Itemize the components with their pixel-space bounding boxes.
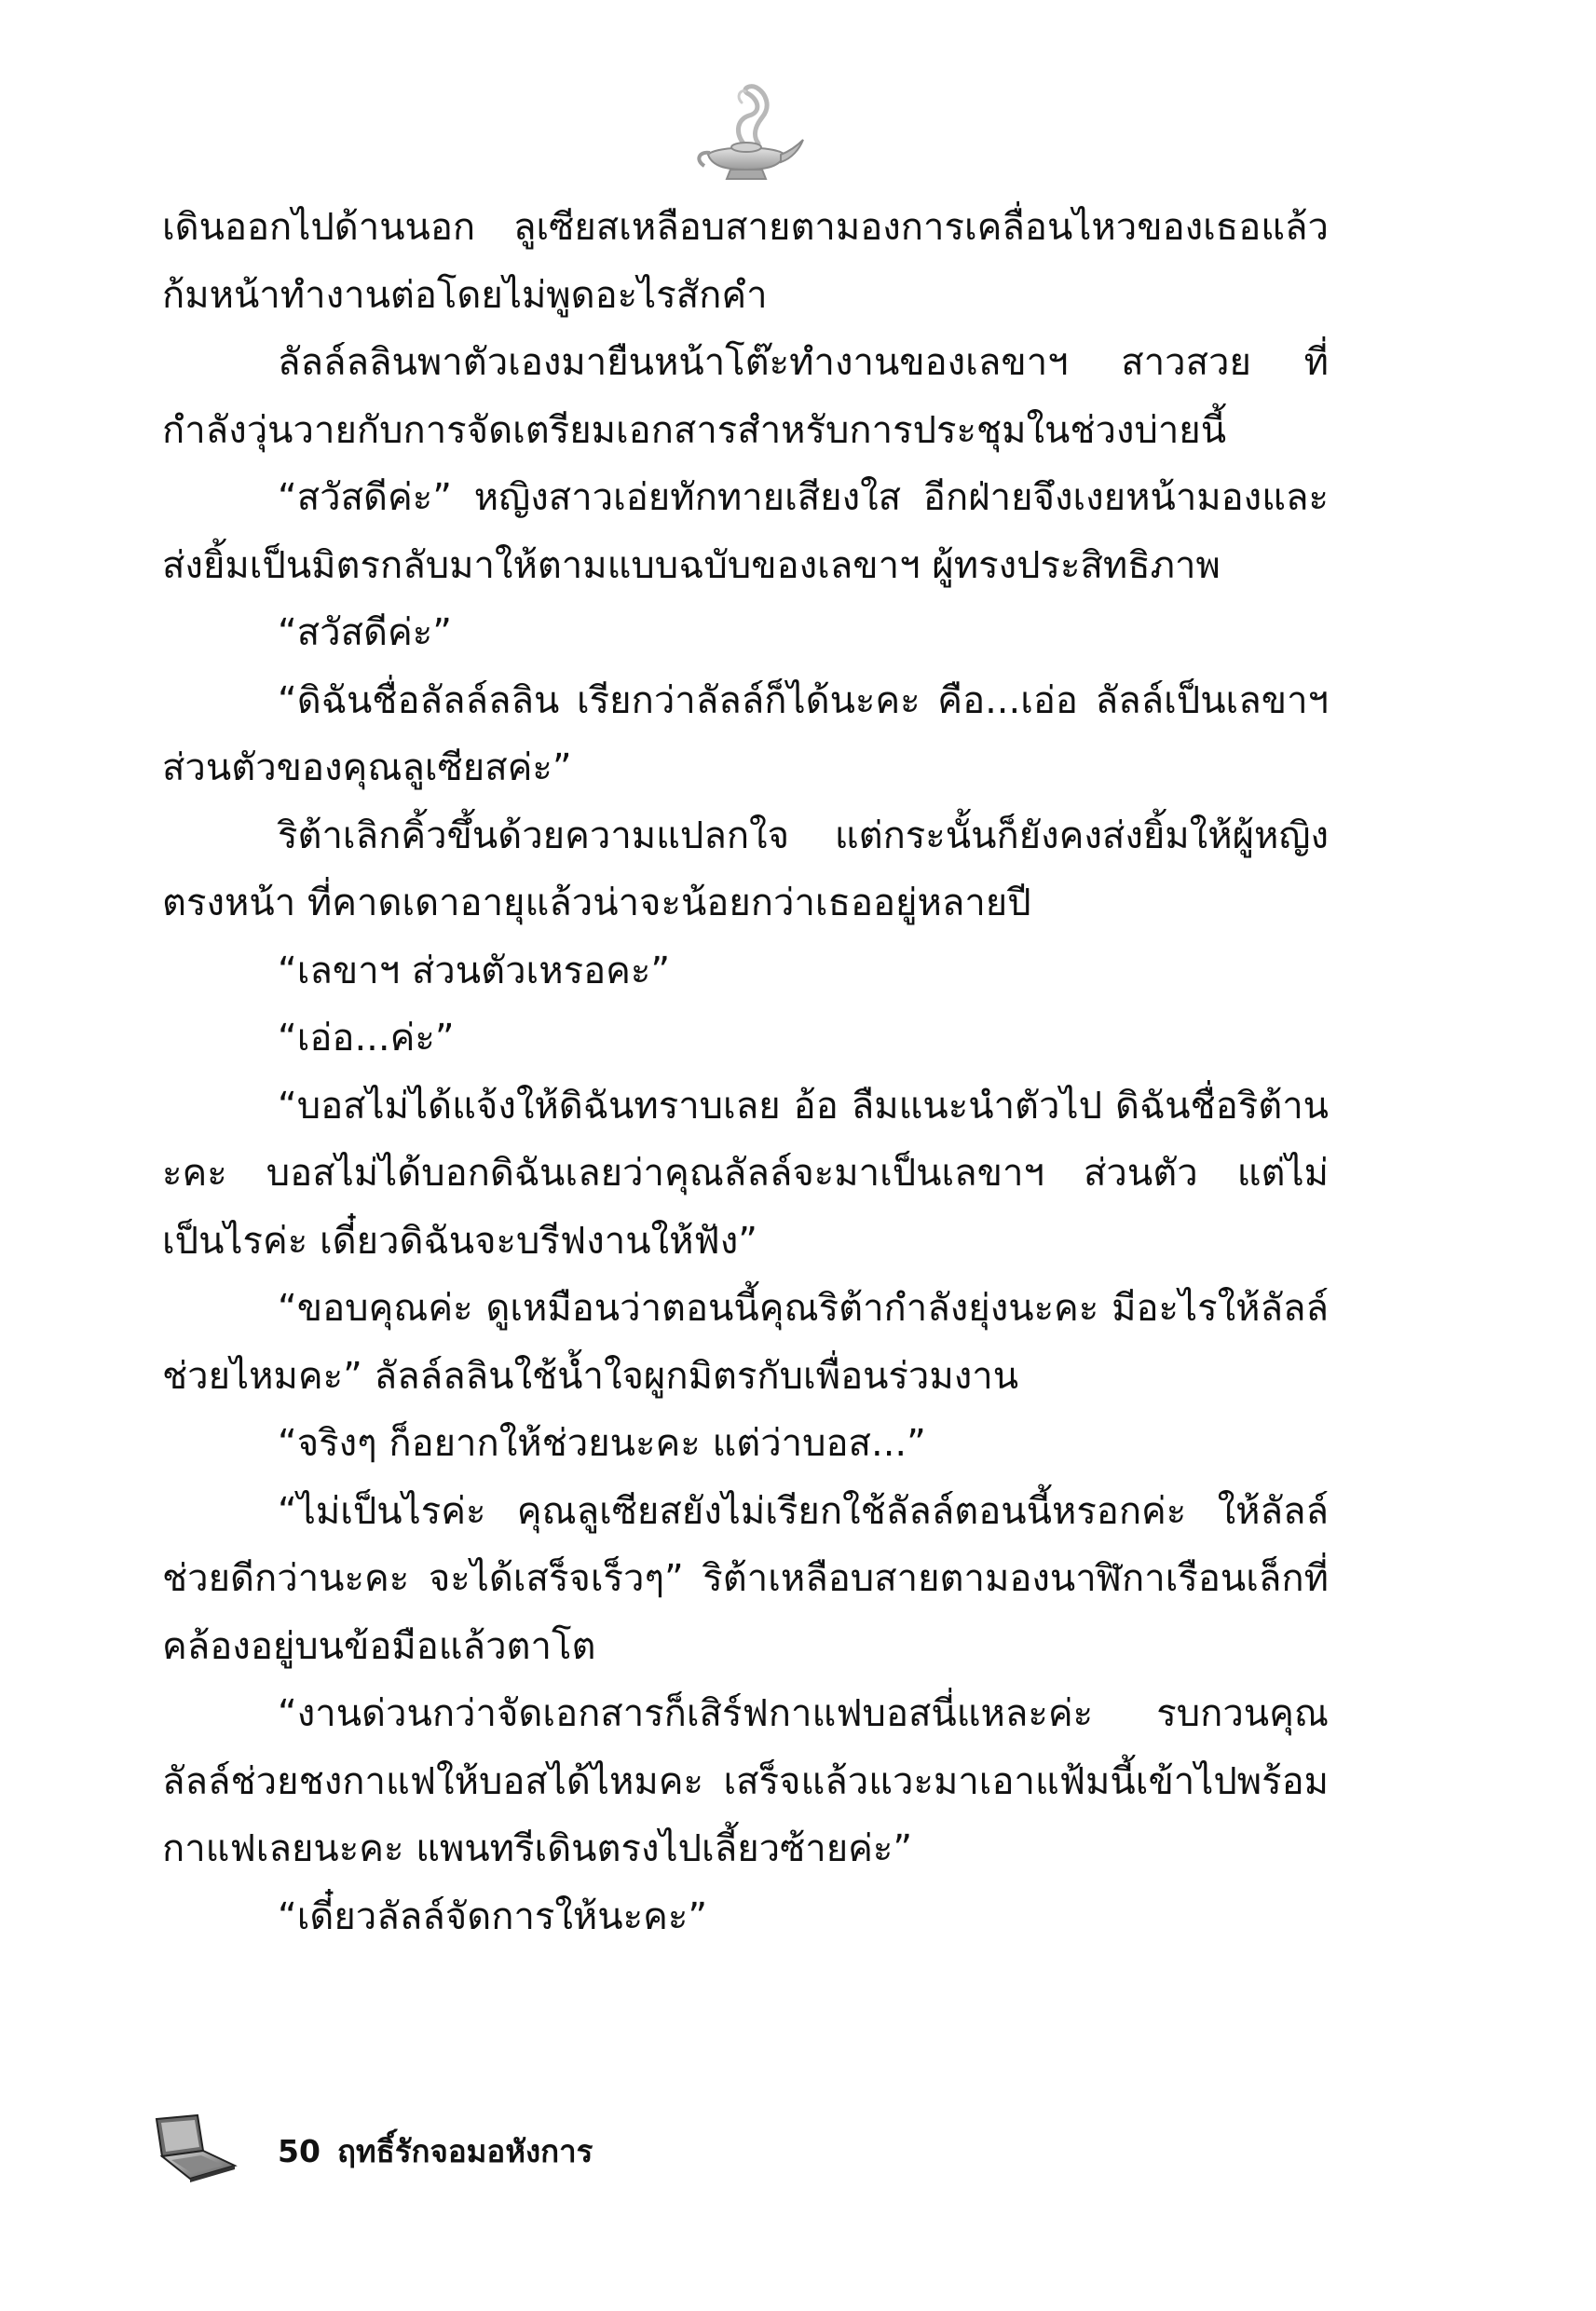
paragraph: “ดิฉันชื่อลัลล์ลลิน เรียกว่าลัลล์ก็ได้นะคะ คือ...เอ่อ ลัลล์เป็นเลขาฯ ส่วนตัวของคุณลูเซียสค่ะ” bbox=[162, 678, 1329, 789]
paragraph: ลัลล์ลลินพาตัวเองมายืนหน้าโต๊ะทำงานของเลขาฯ สาวสวย ที่กำลังวุ่นวายกับการจัดเตรียมเอกสารสำหรับการประชุมในช่วงบ่ายนี้ bbox=[162, 341, 1329, 452]
page-number: 50 bbox=[278, 2133, 321, 2169]
laptop-icon bbox=[149, 2113, 238, 2183]
paragraph: “ขอบคุณค่ะ ดูเหมือนว่าตอนนี้คุณริต้ากำลังยุ่งนะคะ มีอะไรให้ลัลล์ช่วยไหมคะ” ลัลล์ลลินใช้น้ำใจผูกมิตรกับเพื่อนร่วมงาน bbox=[162, 1287, 1329, 1398]
page-footer bbox=[149, 2108, 801, 2210]
paragraph: “สวัสดีค่ะ” หญิงสาวเอ่ยทักทายเสียงใส อีกฝ่ายจึงเงยหน้ามองและส่งยิ้มเป็นมิตรกลับมาให้ตามแบบฉบับของเลขาฯ ผู้ทรงประสิทธิภาพ bbox=[162, 476, 1329, 587]
paragraph: “จริงๆ ก็อยากให้ช่วยนะคะ แต่ว่าบอส...” bbox=[278, 1422, 926, 1465]
body-text bbox=[162, 194, 1329, 1950]
paragraph: “ไม่เป็นไรค่ะ คุณลูเซียสยังไม่เรียกใช้ลัลล์ตอนนี้หรอกค่ะ ให้ลัลล์ช่วยดีกว่านะคะ จะได้เสร็จเร็วๆ” ริต้าเหลือบสายตามองนาฬิกาเรือนเล็กที่คล้องอยู่บนข้อมือแล้วตาโต bbox=[162, 1489, 1329, 1668]
book-title: ฤทธิ์รักจอมอหังการ bbox=[336, 2133, 593, 2169]
paragraph: เดินออกไปด้านนอก ลูเซียสเหลือบสายตามองการเคลื่อนไหวของเธอแล้วก้มหน้าทำงานต่อโดยไม่พูดอะไรสักคำ bbox=[162, 206, 1329, 317]
paragraph: “เลขาฯ ส่วนตัวเหรอคะ” bbox=[278, 949, 671, 992]
paragraph: “สวัสดีค่ะ” bbox=[278, 611, 452, 654]
folio bbox=[278, 2126, 609, 2176]
paragraph: “เอ่อ...ค่ะ” bbox=[278, 1017, 455, 1060]
paragraph: “งานด่วนกว่าจัดเอกสารก็เสิร์ฟกาแฟบอสนี่แหละค่ะ รบกวนคุณลัลล์ช่วยชงกาแฟให้บอสได้ไหมคะ เสร็จแล้วแวะมาเอาแฟ้มนี้เข้าไปพร้อมกาแฟเลยนะคะ แพนทรีเดินตรงไปเลี้ยวซ้ายค่ะ” bbox=[162, 1692, 1329, 1870]
paragraph: ริต้าเลิกคิ้วขึ้นด้วยความแปลกใจ แต่กระนั้นก็ยังคงส่งยิ้มให้ผู้หญิงตรงหน้า ที่คาดเดาอายุแล้วน่าจะน้อยกว่าเธออยู่หลายปี bbox=[162, 814, 1329, 924]
magic-lamp-icon bbox=[688, 82, 809, 185]
paragraph: “เดี๋ยวลัลล์จัดการให้นะคะ” bbox=[278, 1894, 708, 1938]
paragraph: “บอสไม่ได้แจ้งให้ดิฉันทราบเลย อ้อ ลืมแนะนำตัวไป ดิฉันชื่อริต้านะคะ บอสไม่ได้บอกดิฉันเลยว่าคุณลัลล์จะมาเป็นเลขาฯ ส่วนตัว แต่ไม่เป็นไรค่ะ เดี๋ยวดิฉันจะบรีฟงานให้ฟัง” bbox=[162, 1084, 1329, 1263]
